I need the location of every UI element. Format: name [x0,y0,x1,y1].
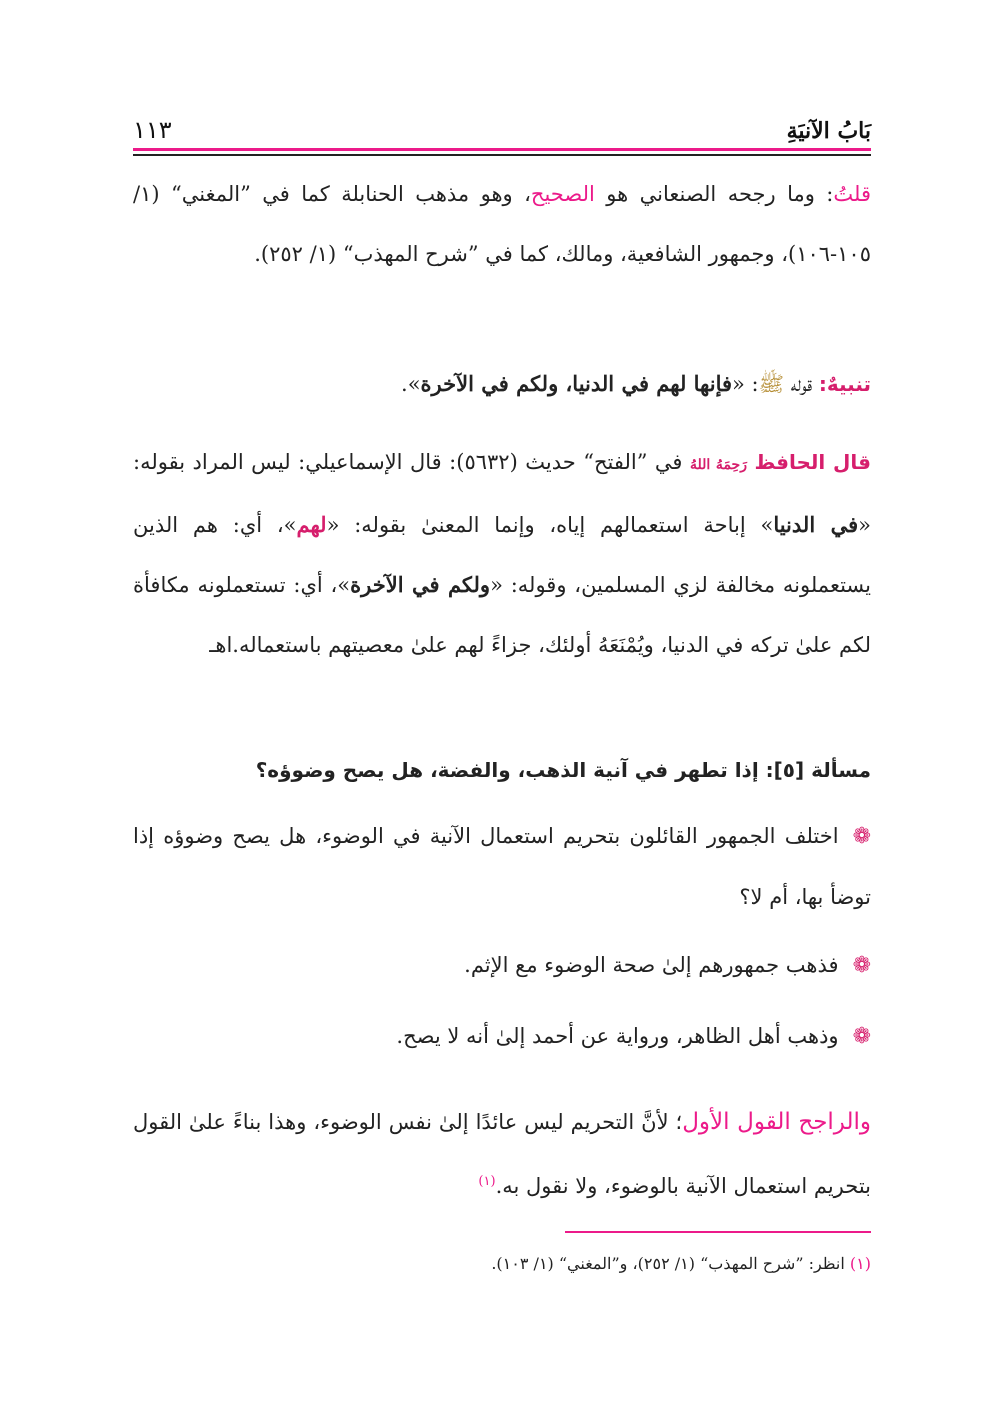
footnote-text: انظر: ”شرح المهذب“ (١/ ٢٥٢)، و”المغني“ (١/ ١٠٣). [491,1254,850,1273]
hafiz-label: قال الحافظ [754,450,871,474]
masala-title: إذا تطهر في آنية الذهب، والفضة، هل يصح وضوؤه؟ [255,758,766,782]
header-rule [133,154,871,156]
tanbih-text-3: ». [401,372,421,396]
flower-bullet-icon: ❁ [852,824,871,849]
hafiz-bold-1: في الدنيا [773,512,859,537]
bullet-text-1: اختلف الجمهور القائلون بتحريم استعمال الآنية في الوضوء، هل يصح وضوؤه إذا توضأ بها، أم لا؟ [133,824,871,909]
hafiz-text-1: في ”الفتح“ حديث (٥٦٣٢): قال الإسماعيلي: ليس المراد بقوله: « [133,450,871,537]
footnote-reference[interactable]: (١) [478,1174,496,1189]
bullet-text-3: وذهب أهل الظاهر، ورواية عن أحمد إلىٰ أنه لا يصح. [396,1024,839,1048]
rajih-lead: والراجح القول الأول [682,1109,871,1135]
paragraph-conclusion [133,1092,871,1216]
footnote-mark: (١) [849,1254,871,1273]
footnote-rule [565,1231,871,1233]
conclusion-text: ؛ لأنَّ التحريم ليس عائدًا إلىٰ نفس الوضوء، وهذا بناءً علىٰ القول بتحريم استعمال الآنية بالوضوء، ولا نقول به. [133,1110,871,1198]
honorific: رَحِمَهُ اللهُ [689,457,747,473]
salawat-glyph: ﷺ [758,372,785,396]
flower-bullet-icon: ❁ [852,953,871,978]
flower-bullet-icon: ❁ [852,1024,871,1049]
bullet-text-2: فذهب جمهورهم إلىٰ صحة الوضوء مع الإثم. [464,953,839,977]
header-rule-accent [133,148,871,151]
bullet-item-1 [133,806,871,927]
hafiz-text-2: » إباحة استعمالهم إياه، وإنما المعنىٰ بقوله: « [326,513,774,537]
tanbih-label: تنبيهٌ: [818,372,871,396]
hafiz-text-3: »، أي: هم الذين يستعملونه مخالفة لزي المسلمين، وقوله: « [133,513,871,597]
paragraph-tanbih [133,354,871,414]
page-number: ١١٣ [133,116,172,144]
chapter-title: بَابُ الآنيَةِ [786,118,871,144]
masala-heading [133,752,871,788]
sahih-word: الصحيح [530,182,595,206]
qultu-lead: قلتُ [833,182,872,206]
para1-text-2: ، وهو مذهب الحنابلة كما في ”المغني“ (١/ ١٠٥-١٠٦)، وجمهور الشافعية، ومالك، كما في ”شرح المهذب“ (١/ ٢٥٢). [133,182,871,266]
tanbih-text-1: قوله [784,372,819,396]
footnote [133,1250,871,1278]
tanbih-text-2: : « [732,372,759,396]
page-header [133,104,871,144]
hafiz-bold-3: ولكم في الآخرة [350,572,491,597]
paragraph-hafiz [133,432,871,675]
hafiz-text-4: »، أي: تستعملونه مكافأة لكم علىٰ تركه في الدنيا، ويُمْنَعَهُ أولئك، جزاءً لهم علىٰ معصيتهم باستعماله.اهـ [133,573,871,657]
hafiz-bold-2: لهم [296,512,327,537]
bullet-item-2 [133,935,871,996]
tanbih-quote: فإنها لهم في الدنيا، ولكم في الآخرة [420,371,733,396]
para1-text-1: : وما رجحه الصنعاني هو [594,182,834,206]
masala-label: مسألة [٥]: [765,758,871,782]
bullet-item-3 [133,1006,871,1067]
paragraph-qultu [133,164,871,284]
